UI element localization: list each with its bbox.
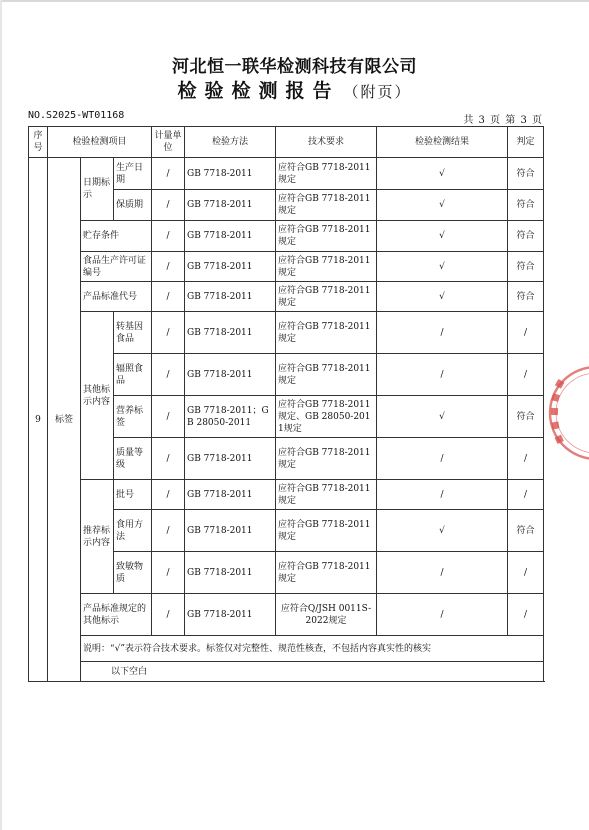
requirement-cell: 应符合GB 7718-2011规定 bbox=[276, 221, 377, 252]
requirement-cell: 应符合GB 7718-2011规定 bbox=[276, 510, 377, 552]
category-recommend: 推荐标示内容 bbox=[81, 480, 114, 594]
requirement-cell: 应符合GB 7718-2011规定 bbox=[276, 190, 377, 221]
inspection-table bbox=[28, 126, 544, 682]
unit-cell: / bbox=[152, 282, 185, 312]
unit-cell: / bbox=[152, 312, 185, 354]
page-indicator: 共 3 页 第 3 页 bbox=[463, 115, 543, 126]
result-cell: / bbox=[377, 312, 508, 354]
unit-cell: / bbox=[152, 438, 185, 480]
header-judgment: 判定 bbox=[508, 127, 544, 158]
requirement-cell: 应符合GB 7718-2011规定 bbox=[276, 158, 377, 190]
item-cell: 产品标准规定的其他标示 bbox=[81, 594, 152, 636]
table-row bbox=[29, 282, 544, 312]
result-cell: √ bbox=[377, 190, 508, 221]
group-cell: 标签 bbox=[48, 158, 81, 682]
table-row bbox=[29, 312, 544, 354]
unit-cell: / bbox=[152, 252, 185, 282]
requirement-cell: 应符合GB 7718-2011规定 bbox=[276, 552, 377, 594]
item-cell: 食品生产许可证编号 bbox=[81, 252, 152, 282]
requirement-cell: 应符合GB 7718-2011规定 bbox=[276, 312, 377, 354]
table-header-row bbox=[29, 127, 544, 158]
method-cell: GB 7718-2011；GB 28050-2011 bbox=[185, 396, 276, 438]
requirement-cell: 应符合GB 7718-2011规定 bbox=[276, 438, 377, 480]
judgment-cell: / bbox=[508, 438, 544, 480]
requirement-cell: 应符合GB 7718-2011规定 bbox=[276, 252, 377, 282]
method-cell: GB 7718-2011 bbox=[185, 252, 276, 282]
unit-cell: / bbox=[152, 221, 185, 252]
result-cell: √ bbox=[377, 282, 508, 312]
judgment-cell: / bbox=[508, 480, 544, 510]
item-cell: 食用方法 bbox=[114, 510, 152, 552]
result-cell: / bbox=[377, 354, 508, 396]
item-cell: 产品标准代号 bbox=[81, 282, 152, 312]
judgment-cell: / bbox=[508, 354, 544, 396]
result-cell: / bbox=[377, 438, 508, 480]
result-cell: √ bbox=[377, 252, 508, 282]
header-unit: 计量单位 bbox=[152, 127, 185, 158]
unit-cell: / bbox=[152, 158, 185, 190]
requirement-cell: 应符合GB 7718-2011规定 bbox=[276, 354, 377, 396]
method-cell: GB 7718-2011 bbox=[185, 594, 276, 636]
judgment-cell: / bbox=[508, 594, 544, 636]
item-cell: 生产日期 bbox=[114, 158, 152, 190]
header-result: 检验检测结果 bbox=[377, 127, 508, 158]
item-cell: 贮存条件 bbox=[81, 221, 152, 252]
method-cell: GB 7718-2011 bbox=[185, 510, 276, 552]
seal-ring bbox=[550, 367, 589, 459]
result-cell: √ bbox=[377, 396, 508, 438]
method-cell: GB 7718-2011 bbox=[185, 438, 276, 480]
company-name: 河北恒一联华检测科技有限公司 bbox=[172, 57, 417, 77]
item-cell: 质量等级 bbox=[114, 438, 152, 480]
header-requirement: 技术要求 bbox=[276, 127, 377, 158]
page-left-border bbox=[0, 0, 2, 830]
method-cell: GB 7718-2011 bbox=[185, 158, 276, 190]
judgment-cell: 符合 bbox=[508, 158, 544, 190]
judgment-cell: 符合 bbox=[508, 282, 544, 312]
item-cell: 转基因食品 bbox=[114, 312, 152, 354]
method-cell: GB 7718-2011 bbox=[185, 354, 276, 396]
table-row bbox=[29, 480, 544, 510]
method-cell: GB 7718-2011 bbox=[185, 312, 276, 354]
judgment-cell: 符合 bbox=[508, 221, 544, 252]
header-seq: 序号 bbox=[29, 127, 48, 158]
category-date: 日期标示 bbox=[81, 158, 114, 221]
report-title-suffix: （附页） bbox=[343, 83, 412, 101]
requirement-cell: 应符合GB 7718-2011规定、GB 28050-2011规定 bbox=[276, 396, 377, 438]
item-cell: 致敏物质 bbox=[114, 552, 152, 594]
requirement-cell: 应符合Q/JSH 0011S-2022规定 bbox=[276, 594, 377, 636]
note-row bbox=[29, 636, 544, 662]
judgment-cell: 符合 bbox=[508, 510, 544, 552]
result-cell: / bbox=[377, 594, 508, 636]
judgment-cell: 符合 bbox=[508, 396, 544, 438]
judgment-cell: 符合 bbox=[508, 252, 544, 282]
result-cell: / bbox=[377, 552, 508, 594]
note-text: 说明：“√”表示符合技术要求。标签仅对完整性、规范性核查，不包括内容真实性的核实 bbox=[81, 636, 544, 662]
report-title: 检验检测报告 bbox=[177, 80, 340, 102]
item-cell: 营养标签 bbox=[114, 396, 152, 438]
item-cell: 保质期 bbox=[114, 190, 152, 221]
unit-cell: / bbox=[152, 354, 185, 396]
page-top-border bbox=[0, 0, 589, 2]
category-other: 其他标示内容 bbox=[81, 312, 114, 480]
header-item: 检验检测项目 bbox=[48, 127, 152, 158]
blank-row bbox=[29, 662, 544, 682]
method-cell: GB 7718-2011 bbox=[185, 190, 276, 221]
unit-cell: / bbox=[152, 396, 185, 438]
method-cell: GB 7718-2011 bbox=[185, 221, 276, 252]
table-row bbox=[29, 252, 544, 282]
unit-cell: / bbox=[152, 594, 185, 636]
company-seal bbox=[548, 355, 589, 475]
unit-cell: / bbox=[152, 480, 185, 510]
requirement-cell: 应符合GB 7718-2011规定 bbox=[276, 480, 377, 510]
unit-cell: / bbox=[152, 552, 185, 594]
result-cell: √ bbox=[377, 158, 508, 190]
item-cell: 辐照食品 bbox=[114, 354, 152, 396]
requirement-cell: 应符合GB 7718-2011规定 bbox=[276, 282, 377, 312]
report-title-line bbox=[0, 76, 589, 103]
judgment-cell: / bbox=[508, 312, 544, 354]
method-cell: GB 7718-2011 bbox=[185, 552, 276, 594]
unit-cell: / bbox=[152, 190, 185, 221]
header-method: 检验方法 bbox=[185, 127, 276, 158]
blank-marker: 以下空白 bbox=[81, 662, 544, 682]
report-number: NO.S2025-WT01168 bbox=[28, 110, 125, 121]
table-row bbox=[29, 158, 544, 190]
seal-glyphs bbox=[551, 379, 565, 444]
result-cell: √ bbox=[377, 221, 508, 252]
judgment-cell: / bbox=[508, 552, 544, 594]
judgment-cell: 符合 bbox=[508, 190, 544, 221]
method-cell: GB 7718-2011 bbox=[185, 480, 276, 510]
result-cell: / bbox=[377, 480, 508, 510]
seq-cell: 9 bbox=[29, 158, 48, 682]
result-cell: √ bbox=[377, 510, 508, 552]
item-cell: 批号 bbox=[114, 480, 152, 510]
unit-cell: / bbox=[152, 510, 185, 552]
seal-inner-ring bbox=[556, 373, 589, 453]
table-row bbox=[29, 594, 544, 636]
table-row bbox=[29, 221, 544, 252]
method-cell: GB 7718-2011 bbox=[185, 282, 276, 312]
